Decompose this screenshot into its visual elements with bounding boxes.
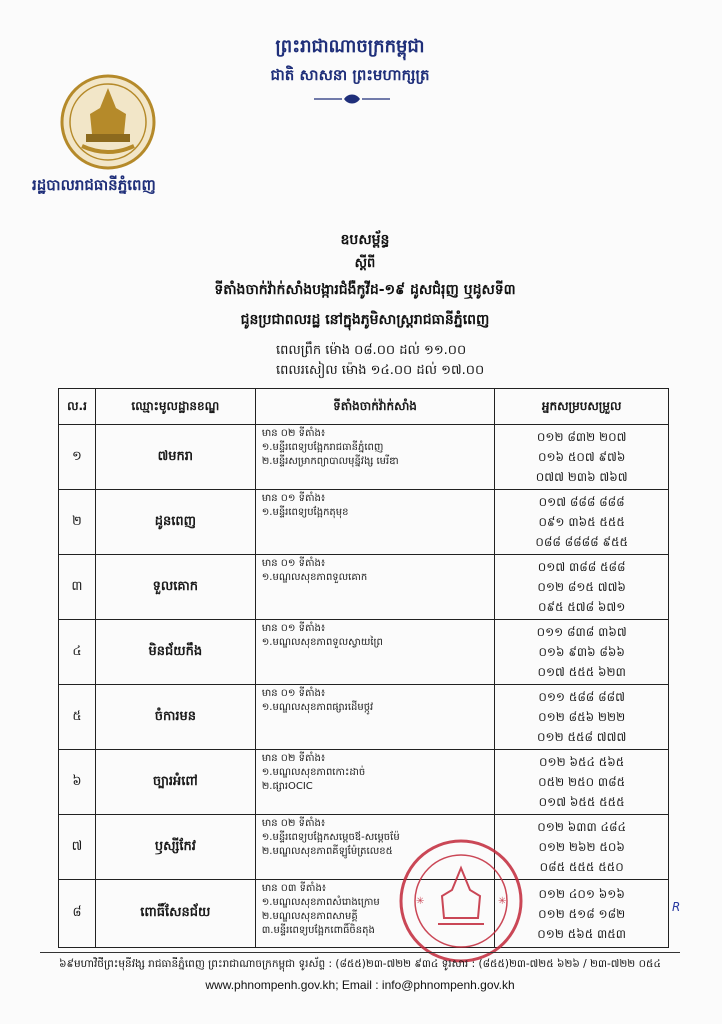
row-number: ៧	[59, 815, 96, 880]
kingdom-motto: ជាតិ សាសនា ព្រះមហាក្សត្រ	[270, 66, 430, 84]
district-name: ពោធិ៍សែនជ័យ	[95, 880, 255, 948]
notice-about: ស្តីពី	[354, 256, 376, 271]
divider-ornament-icon	[312, 92, 392, 106]
handwritten-mark-icon: R	[672, 900, 681, 914]
site-line: ១.មន្ទីរពេទ្យបង្អែកតុមុខ	[261, 507, 349, 518]
site-line: មាន ០២ ទីតាំង៖	[261, 818, 326, 829]
row-number: ៦	[59, 750, 96, 815]
site-line: ២.មណ្ឌលសុខភាពសាមគ្គី	[261, 911, 358, 922]
table-row	[59, 425, 669, 490]
site-line: ២.ផ្សារOCIC	[261, 781, 313, 792]
site-line: ៣.មន្ទីរពេទ្យបង្អែកពោធិ៍ចិនតុង	[261, 925, 375, 936]
kingdom-title: ព្រះរាជាណាចក្រកម្ពុជា	[275, 36, 425, 57]
phone-number: ០១២ ៥១៨ ១៨២	[538, 906, 626, 921]
site-line: ១.មន្ទីរពេទ្យបង្អែករាជធានីភ្នំពេញ	[261, 442, 384, 453]
time-afternoon: ពេលរសៀល ម៉ោង ១៤.០០ ដល់ ១៧.០០	[276, 363, 485, 378]
phone-number: ០១២ ៥៦៥ ៣៥៣	[537, 926, 627, 941]
site-line: មាន ០១ ទីតាំង៖	[261, 558, 326, 569]
table-row	[59, 815, 669, 880]
site-line: ១.មណ្ឌលសុខភាពផ្សារដើមថ្កូវ	[261, 702, 374, 713]
table-row	[59, 490, 669, 555]
site-line: ១.មណ្ឌលសុខភាពទួលស្វាយព្រៃ	[261, 637, 383, 648]
table-row	[59, 555, 669, 620]
site-list	[255, 555, 495, 620]
header-district: ឈ្មោះមូលដ្ឋានខណ្ឌ	[95, 389, 255, 425]
site-line: ២.មណ្ឌលសុខភាពគីឡូម៉ែត្រលេខ៥	[261, 846, 393, 857]
row-number: ៥	[59, 685, 96, 750]
footer-divider	[40, 952, 680, 953]
site-line: មាន ០១ ទីតាំង៖	[261, 493, 326, 504]
site-line: មាន ០២ ទីតាំង៖	[261, 428, 326, 439]
row-number: ១	[59, 425, 96, 490]
phone-number: ០១២ ៤០១ ៦១៦	[538, 886, 625, 901]
notice-subject-line-2: ជូនប្រជាពលរដ្ឋ នៅក្នុងភូមិសាស្ត្ររាជធានីភ្នំពេញ	[240, 312, 490, 328]
phone-number: ០១២ ៦៥៤ ៥៦៥	[539, 755, 625, 769]
phone-number: ០១៧ ៨៨៨ ៨៨៨	[538, 495, 625, 509]
table-header-row	[59, 389, 669, 425]
phone-number: ០១២ ៦៣៣ ៤៨៤	[537, 820, 627, 834]
header-sites: ទីតាំងចាក់វ៉ាក់សាំង	[255, 389, 495, 425]
phone-number: ០៨៥ ៥៥៥ ៥៥០	[539, 860, 624, 874]
official-stamp-icon	[398, 838, 524, 964]
phnom-penh-seal-icon	[60, 74, 156, 170]
phone-number: ០១៦ ៩៣៦ ៨៦៦	[538, 645, 625, 659]
phone-number: ០១២ ៨៣២ ២០៧	[536, 430, 627, 444]
site-line: មាន ០២ ទីតាំង៖	[261, 753, 326, 764]
site-list	[255, 425, 495, 490]
agency-name: រដ្ឋបាលរាជធានីភ្នំពេញ	[32, 176, 156, 194]
district-name: ទួលគោក	[95, 555, 255, 620]
footer-address: ៦៩មហាវិថីព្រះមុនីវង្ស រាជធានីភ្នំពេញ ព្រះរាជាណាចក្រកម្ពុជា ទូរស័ព្ទ : (៨៥៥)២៣-៧២២ ៩៣៤ ទូរសារ : (៨៥៥)២៣-៧២៥ ៦២៦ / ២៣-៧២២ ០៥៤	[59, 958, 661, 970]
table-row	[59, 880, 669, 948]
notice-subject-line-1: ទីតាំងចាក់វ៉ាក់សាំងបង្ការជំងឺកូវីដ-១៩ ដូសជំរុញ ឬដូសទី៣	[214, 282, 516, 298]
phone-number: ០១៧ ៦៥៥ ៥៥៥	[538, 795, 625, 809]
table-row	[59, 750, 669, 815]
notice-type: ឧបសម្ព័ន្ធ	[340, 232, 390, 248]
row-number: ៣	[59, 555, 96, 620]
table-row	[59, 620, 669, 685]
coordinator-phones	[495, 750, 669, 815]
phone-number: ០១១ ៥៨៨ ៨៨៧	[538, 690, 625, 704]
phone-number: ០៩១ ៣៦៥ ៥៥៥	[538, 515, 625, 529]
phone-number: ០១២ ៨៥៦ ២២២	[538, 710, 626, 724]
row-number: ២	[59, 490, 96, 555]
table-row	[59, 685, 669, 750]
phone-number: ០៥២ ២៥០ ៣៨៥	[538, 775, 626, 789]
site-line: ២.មន្ទីរសម្រាកព្យាបាលមុន្នីវង្ស មេរីឌា	[261, 456, 399, 467]
site-line: ១.មណ្ឌលសុខភាពកោះដាច់	[261, 767, 366, 778]
site-line: ១.មន្ទីរពេទ្យបង្អែកសម្តេចឪ-សម្តេចម៉ែ	[261, 832, 400, 843]
coordinator-phones	[495, 490, 669, 555]
site-line: ១.មណ្ឌលសុខភាពសំរោងក្រោម	[261, 897, 380, 908]
phone-number: ០១២ ៨១៥ ៧៧៦	[537, 580, 626, 594]
site-line: មាន ០១ ទីតាំង៖	[261, 623, 326, 634]
header-number: ល.រ	[59, 389, 96, 425]
site-line: មាន ០១ ទីតាំង៖	[261, 688, 326, 699]
phone-number: ០៧៧ ២៣៦ ៧៦៧	[535, 470, 628, 484]
phone-number: ០១២ ២៦២ ៥០៦	[538, 840, 625, 854]
row-number: ៤	[59, 620, 96, 685]
footer-contact: www.phnompenh.gov.kh; Email : info@phnompenh.gov.kh	[205, 978, 515, 992]
svg-text:✳: ✳	[498, 896, 507, 907]
header-coordinators: អ្នកសម្របសម្រួល	[495, 389, 669, 425]
phone-number: ០១៧ ៣៨៨ ៥៨៨	[537, 560, 626, 574]
district-name: ឫស្សីកែវ	[95, 815, 255, 880]
coordinator-phones	[495, 425, 669, 490]
district-name: ច្បារអំពៅ	[95, 750, 255, 815]
coordinator-phones	[495, 555, 669, 620]
svg-text:✳: ✳	[416, 896, 425, 907]
site-list	[255, 750, 495, 815]
district-name: ចំការមន	[95, 685, 255, 750]
phone-number: ០១២ ៥៥៨ ៧៧៧	[537, 730, 627, 744]
site-line: ១.មណ្ឌលសុខភាពទួលគោក	[261, 572, 368, 583]
site-list	[255, 685, 495, 750]
phone-number: ០៨៨ ៨៨៨៨ ៩៥៥	[535, 535, 628, 549]
site-list	[255, 620, 495, 685]
district-name: ៧មករា	[95, 425, 255, 490]
district-name: មិនជ័យកឹង	[95, 620, 255, 685]
phone-number: ០៩៥ ៥៧៨ ៦៧១	[537, 600, 626, 614]
phone-number: ០១១ ៨៣៨ ៣៦៧	[536, 625, 627, 639]
site-list	[255, 490, 495, 555]
phone-number: ០១៦ ៥០៧ ៩៧៦	[537, 450, 626, 464]
vaccination-sites-table	[58, 388, 669, 948]
coordinator-phones	[495, 685, 669, 750]
row-number: ៨	[59, 880, 96, 948]
site-line: មាន ០៣ ទីតាំង៖	[261, 883, 327, 894]
time-morning: ពេលព្រឹក ម៉ោង ០៨.០០ ដល់ ១១.០០	[276, 343, 467, 358]
coordinator-phones	[495, 620, 669, 685]
district-name: ដូនពេញ	[95, 490, 255, 555]
phone-number: ០១៧ ៥៥៥ ៦២៣	[537, 665, 626, 679]
